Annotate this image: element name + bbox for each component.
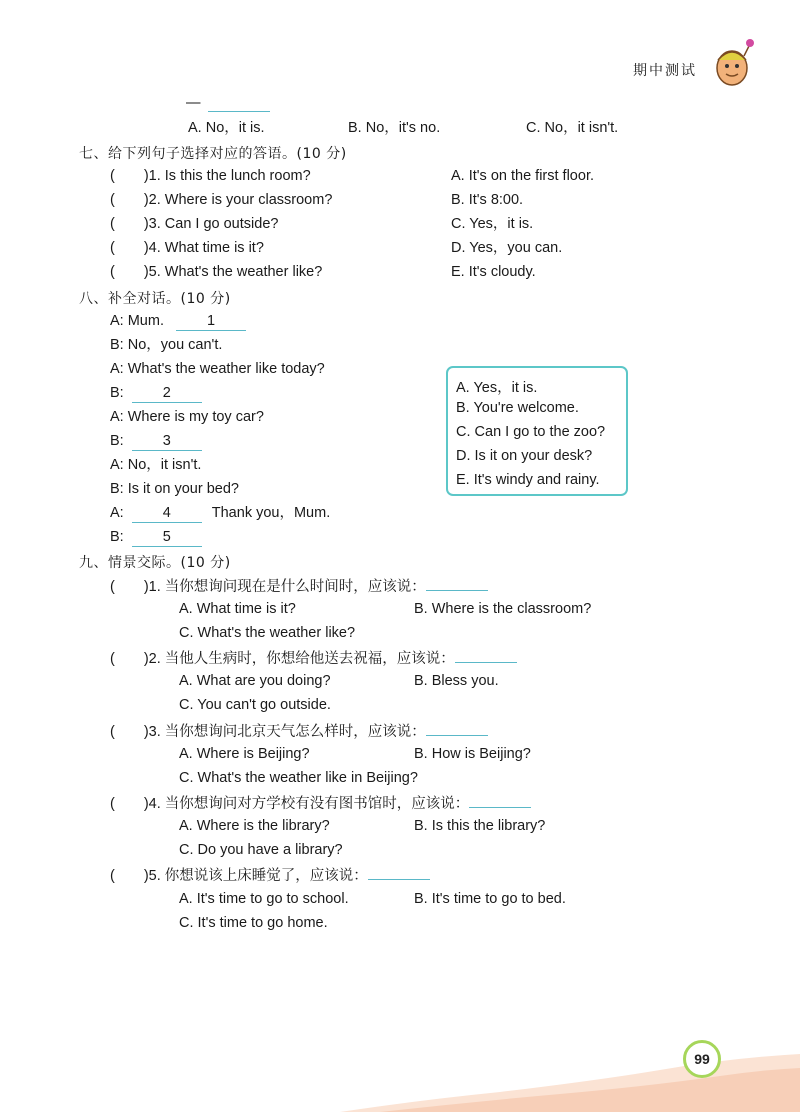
box-option-c: C. Can I go to the zoo? (456, 424, 606, 440)
prev-option-a[interactable]: A. No，it is. (188, 120, 265, 136)
s7-question-2[interactable]: ( )2. Where is your classroom? (110, 192, 333, 208)
s9-question-2 (110, 648, 517, 668)
dialog-line-5: A: Where is my toy car? (110, 409, 264, 425)
s9-q5-option-b[interactable]: B. It's time to go to bed. (414, 891, 566, 907)
s9-q5-option-a[interactable]: A. It's time to go to school. (179, 891, 349, 907)
s9-blank-4[interactable] (469, 793, 531, 808)
dialog-blank-4[interactable]: 4 (132, 504, 202, 523)
dialog-line-6 (110, 432, 202, 451)
dialog-line-8: B: Is it on your bed? (110, 481, 239, 497)
prev-blank[interactable] (208, 111, 270, 112)
s9-q2-option-c[interactable]: C. You can't go outside. (179, 697, 331, 713)
s9-question-text: ( )4. 当你想询问对方学校有没有图书馆时，应该说： (110, 796, 470, 812)
s9-blank-1[interactable] (426, 576, 488, 591)
dialog-line-4 (110, 384, 202, 403)
dialog-line-9 (110, 504, 330, 523)
s9-question-3 (110, 721, 488, 741)
s9-q4-option-c[interactable]: C. Do you have a library? (179, 842, 343, 858)
dialog-line-3: A: What's the weather like today? (110, 361, 325, 377)
s9-blank-5[interactable] (368, 865, 430, 880)
dialog-blank-2[interactable]: 2 (132, 384, 202, 403)
prev-option-c[interactable]: C. No，it isn't. (526, 120, 619, 136)
s9-question-text: ( )5. 你想说该上床睡觉了，应该说： (110, 868, 368, 884)
dialog-speaker: A: Mum. (110, 313, 164, 329)
s9-question-5 (110, 865, 430, 885)
prev-option-b[interactable]: B. No，it's no. (348, 120, 441, 136)
s7-answer-d: D. Yes，you can. (451, 240, 563, 256)
s9-q2-option-b[interactable]: B. Bless you. (414, 673, 499, 689)
footer-wave-decoration (0, 1040, 800, 1112)
dialog-blank-1[interactable]: 1 (176, 312, 246, 331)
dialog-line-7: A: No，it isn't. (110, 457, 202, 473)
dialog-speaker: A: (110, 505, 124, 521)
header-title: 期中测试 (633, 63, 697, 79)
section-9-heading: 九、情景交际。(10 分) (79, 555, 231, 571)
box-option-a: A. Yes，it is. (456, 380, 538, 396)
s7-answer-b: B. It's 8:00. (451, 192, 524, 208)
s7-answer-e: E. It's cloudy. (451, 264, 536, 280)
s9-q5-option-c[interactable]: C. It's time to go home. (179, 915, 328, 931)
s9-question-text: ( )3. 当你想询问北京天气怎么样时，应该说： (110, 724, 426, 740)
s9-q1-option-b[interactable]: B. Where is the classroom? (414, 601, 592, 617)
s9-q3-option-b[interactable]: B. How is Beijing? (414, 746, 531, 762)
dialog-blank-5[interactable]: 5 (132, 528, 202, 547)
dialog-speaker: B: (110, 529, 124, 545)
dialog-after: Thank you，Mum. (211, 505, 331, 521)
s9-q1-option-c[interactable]: C. What's the weather like? (179, 625, 356, 641)
s9-q4-option-a[interactable]: A. Where is the library? (179, 818, 330, 834)
page-number: 99 (683, 1040, 721, 1078)
s7-question-4[interactable]: ( )4. What time is it? (110, 240, 264, 256)
dialog-speaker: B: (110, 385, 124, 401)
s9-q4-option-b[interactable]: B. Is this the library? (414, 818, 546, 834)
s7-question-5[interactable]: ( )5. What's the weather like? (110, 264, 323, 280)
box-option-b: B. You're welcome. (456, 400, 579, 416)
s7-answer-c: C. Yes，it is. (451, 216, 534, 232)
prev-dash: — (186, 95, 201, 111)
section-7-heading: 七、给下列句子选择对应的答语。(10 分) (79, 146, 347, 162)
s7-question-1[interactable]: ( )1. Is this the lunch room? (110, 168, 311, 184)
s9-question-4 (110, 793, 531, 813)
dialog-blank-3[interactable]: 3 (132, 432, 202, 451)
s9-q2-option-a[interactable]: A. What are you doing? (179, 673, 331, 689)
s9-q1-option-a[interactable]: A. What time is it? (179, 601, 296, 617)
dialog-speaker: B: (110, 433, 124, 449)
options-box (446, 366, 628, 496)
s9-question-text: ( )1. 当你想询问现在是什么时间时，应该说： (110, 579, 426, 595)
box-option-d: D. Is it on your desk? (456, 448, 593, 464)
s9-question-1 (110, 576, 488, 596)
s9-blank-2[interactable] (455, 648, 517, 663)
s9-q3-option-a[interactable]: A. Where is Beijing? (179, 746, 310, 762)
s7-question-3[interactable]: ( )3. Can I go outside? (110, 216, 279, 232)
section-8-heading: 八、补全对话。(10 分) (79, 291, 231, 307)
s7-answer-a: A. It's on the first floor. (451, 168, 594, 184)
box-option-e: E. It's windy and rainy. (456, 472, 600, 488)
dialog-line-2: B: No，you can't. (110, 337, 223, 353)
s9-question-text: ( )2. 当他人生病时，你想给他送去祝福，应该说： (110, 651, 455, 667)
dialog-line-1 (110, 312, 246, 331)
mascot-icon (712, 38, 756, 90)
dialog-line-10 (110, 528, 202, 547)
s9-q3-option-c[interactable]: C. What's the weather like in Beijing? (179, 770, 418, 786)
s9-blank-3[interactable] (426, 721, 488, 736)
